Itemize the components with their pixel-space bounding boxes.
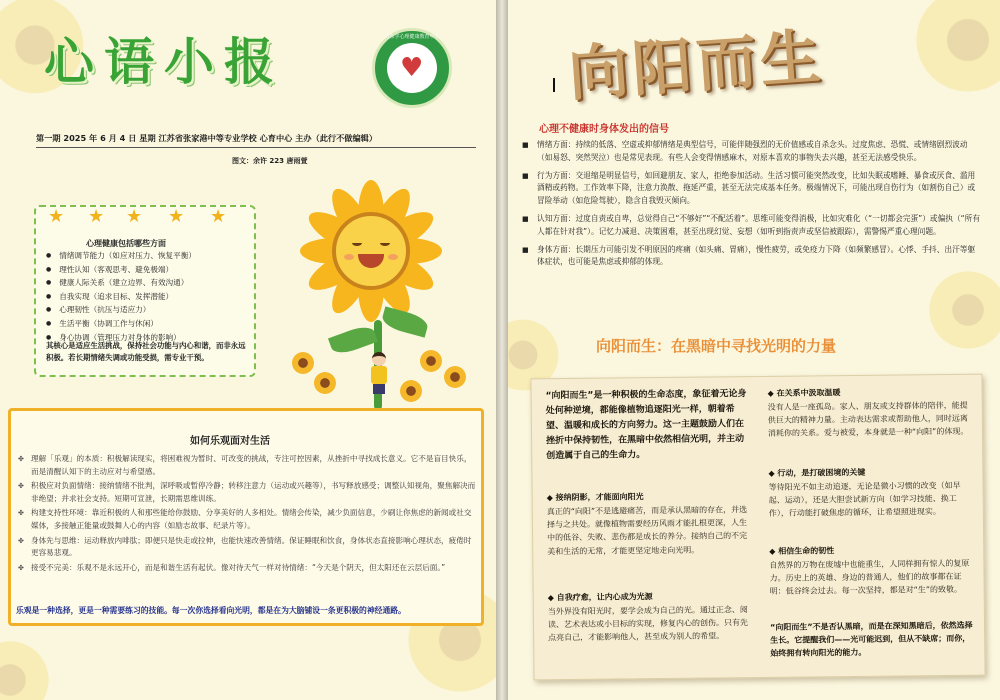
list-item: ● 心理韧性（抗压与适应力） xyxy=(46,303,246,317)
health-note: 其核心是适应生活挑战，保持社会功能与内心和谐，而非永远积极。若长期情绪失调或功能受损，需专业干预。 xyxy=(46,341,246,362)
cheek xyxy=(388,254,398,260)
newspaper-masthead: 心语小报 xyxy=(44,32,284,91)
article-paper xyxy=(530,374,985,681)
background-sunflower-decoration xyxy=(0,620,70,700)
section-heading: ◆ 接纳阴影，才能面向阳光 xyxy=(546,492,644,503)
list-item: ● 身心协调（管理压力对身体的影响） xyxy=(46,331,246,345)
list-item: ● 健康人际关系（建立边界、有效沟通） xyxy=(46,276,246,290)
page-gutter xyxy=(496,0,508,700)
list-item: ■ 情绪方面：持续的低落、空虚或抑郁情绪是典型信号，可能伴随强烈的无价值感或自杀念头。过度焦虑、恐慌、或情绪剧烈波动（如易怒、突然哭泣）也是常见表现。有些人会变得情感麻木，对原本喜欢的事物失去兴趣，甚至无法感受快乐。 xyxy=(522,139,982,165)
list-item: ■ 身体方面：长期压力可能引发不明原因的疼痛（如头痛、胃痛），慢性疲劳，或免疫力下降（如频繁感冒）。心悸、手抖、出汗等躯体症状，也可能是焦虑或抑郁的体现。 xyxy=(522,244,982,270)
school-logo xyxy=(372,28,452,108)
section-heading: ◆ 自我疗愈，让内心成为光源 xyxy=(547,592,653,603)
optimism-tips-list xyxy=(18,453,476,576)
star-icon: ★ xyxy=(48,206,65,227)
optimism-section-title: 如何乐观面对生活 xyxy=(190,436,270,447)
logo-center xyxy=(387,43,437,93)
article-closing: “向阳而生”不是否认黑暗，而是在深知黑暗后，依然选择生长。它提醒我们——光可能迟到，但从不缺席；而你，始终拥有转向阳光的能力。 xyxy=(770,620,973,658)
article-intro: “向阳而生”是一种积极的生命态度，象征着无论身处何种逆境，都能像植物追逐阳光一样，朝着希望、温暖和成长的方向努力。这一主题鼓励人们在挫折中保持韧性，在黑暗中依然相信光明，并主动创造属于自己的生命力。 xyxy=(545,389,747,462)
heart-icon: ♥ xyxy=(400,53,424,83)
background-sunflower-decoration xyxy=(888,0,1000,120)
optimism-closing-line: 乐观是一种选择，更是一种需要练习的技能。每一次你选择看向光明，都是在为大脑铺设一条更积极的神经通路。 xyxy=(16,606,406,615)
signals-subtitle: 心理不健康时身体发出的信号 xyxy=(539,124,669,135)
health-aspects-list xyxy=(46,249,246,344)
editor-credit: 图文：余许 223 唐雨萱 xyxy=(232,157,308,165)
body-signals-list xyxy=(522,139,982,274)
smiling-face xyxy=(332,212,410,290)
cheek xyxy=(344,254,354,260)
list-item: ✤ 构建支持性环境：靠近积极的人和那些能给你鼓励、分享美好的人多相处。情绪会传染，减少负面信息，少刷让你焦虑的新闻或社交媒体，多接触正能量或鼓舞人心的内容（如励志故事、纪录片等）。 xyxy=(18,507,476,532)
star-icon: ★ xyxy=(88,206,105,227)
eye xyxy=(352,240,362,246)
star-icon: ★ xyxy=(168,206,185,227)
section-body: 当外界没有阳光时，要学会成为自己的光。通过正念、阅读、艺术表达或小目标的实现，修复内心的创伤。只有先点亮自己，才能影响他人，甚至成为别人的希望。 xyxy=(547,605,749,643)
list-item: ✤ 理解「乐观」的本质：积极解读现实，将困难视为暂时、可改变的挑战，专注可控因素，从挫折中寻找成长意义。它不是盲目快乐，而是清醒认知下的主动应对与希望感。 xyxy=(18,453,476,478)
child-head xyxy=(372,352,386,366)
sunflower-illustration xyxy=(296,176,446,326)
section-body: 自然界的万物在废墟中也能重生，人同样拥有惊人的复原力。历史上的英雄、身边的普通人，他们的故事都在证明：低谷终会过去。每一次坚持，都是对“生”的致敬。 xyxy=(769,558,970,597)
issue-info-line: 第一期 2025 年 6 月 4 日 星期 江苏省张家港中等专业学校 心育中心 主办（此行不做编辑） xyxy=(36,133,476,148)
article-heading: 向阳而生：在黑暗中寻找光明的力量 xyxy=(596,337,837,355)
child-body xyxy=(371,366,387,384)
text-cursor xyxy=(553,78,555,92)
mouth xyxy=(358,254,384,268)
section-body: 等待阳光不如主动追逐，无论是微小习惯的改变（如早起、运动），还是大胆尝试新方向（如学习技能、换工作），行动能打破焦虑的循环，让希望照进现实。 xyxy=(768,480,961,519)
health-box-title: 心理健康包括哪些方面 xyxy=(86,239,166,248)
list-item: ● 情绪调节能力（如应对压力、恢复平衡） xyxy=(46,249,246,263)
section-body: 真正的“向阳”不是逃避痛苦，而是承认黑暗的存在，并选择与之共处。就像植物需要经历风雨才能扎根更深，人生中的低谷、失败、悲伤都是成长的养分。接纳自己的不完美和生活的无常，才能更坚定地走向光明。 xyxy=(546,505,748,556)
section-heading: ◆ 相信生命的韧性 xyxy=(769,546,835,556)
small-sunflower-icon xyxy=(420,350,442,372)
small-sunflower-icon xyxy=(400,380,422,402)
small-sunflower-icon xyxy=(444,366,466,388)
list-item: ● 理性认知（客观思考、避免极端） xyxy=(46,263,246,277)
section-body: 没有人是一座孤岛。家人、朋友或支持群体的陪伴，能提供巨大的精神力量。主动表达需求或帮助他人，同时远离消耗你的关系。爱与被爱，本身就是一种“向阳”的体现。 xyxy=(767,400,969,439)
small-sunflower-icon xyxy=(314,372,336,394)
right-page-title: 向阳而生 xyxy=(566,22,827,110)
list-item: ● 自我实现（追求目标、发挥潜能） xyxy=(46,290,246,304)
logo-text: 启东学心理健康教育中心 xyxy=(384,34,440,40)
eye xyxy=(380,240,390,246)
list-item: ✤ 身体先与思维：运动释放内啡肽；即便只是快走或拉伸，也能快速改善情绪。保证睡眠和饮食，身体状态直接影响心理状态，疲倦时更容易悲观。 xyxy=(18,535,476,560)
section-heading: ◆ 行动，是打破困境的关键 xyxy=(768,467,866,478)
list-item: ● 生活平衡（协调工作与休闲） xyxy=(46,317,246,331)
star-garland xyxy=(40,200,250,230)
list-item: ✤ 积极应对负面情绪：接纳情绪不批判，深呼吸或暂停冷静；转移注意力（运动或兴趣等），书写释放感受；调整认知视角，聚焦解决而非绝望；并求社会支持。短期可宣泄，长期需思维训练。 xyxy=(18,480,476,505)
list-item: ■ 认知方面：过度自责或自卑，总觉得自己“不够好”“不配活着”。思维可能变得消极，比如灾难化（“一切都会完蛋”）或偏执（“所有人都在针对我”）。记忆力减退、决策困难，甚至出现幻觉、妄想（如听到指责声或坚信被跟踪），需警惕严重心理问题。 xyxy=(522,213,982,239)
star-icon: ★ xyxy=(210,206,227,227)
section-heading: ◆ 在关系中汲取温暖 xyxy=(767,388,841,398)
small-sunflower-icon xyxy=(292,352,314,374)
list-item: ✤ 接受不完美：乐观不是永远开心，而是和谐生活有起伏。像对待天气一样对待情绪：“今天是个阴天，但太阳还在云层后面。” xyxy=(18,562,476,575)
list-item: ■ 行为方面：交退缩是明显信号，如回避朋友、家人，拒绝参加活动。生活习惯可能突然改变，比如失眠或嗜睡、暴食或厌食、滥用酒精或药物。工作效率下降，注意力涣散、拖延严重，甚至无法完成基本任务。极端情况下，可能出现自伤行为（如割伤自己）或冒险举动（如危险驾驶），隐含自我毁灭倾向。 xyxy=(522,170,982,208)
star-icon: ★ xyxy=(126,206,143,227)
child-legs xyxy=(373,384,385,394)
child-figure xyxy=(366,352,392,396)
